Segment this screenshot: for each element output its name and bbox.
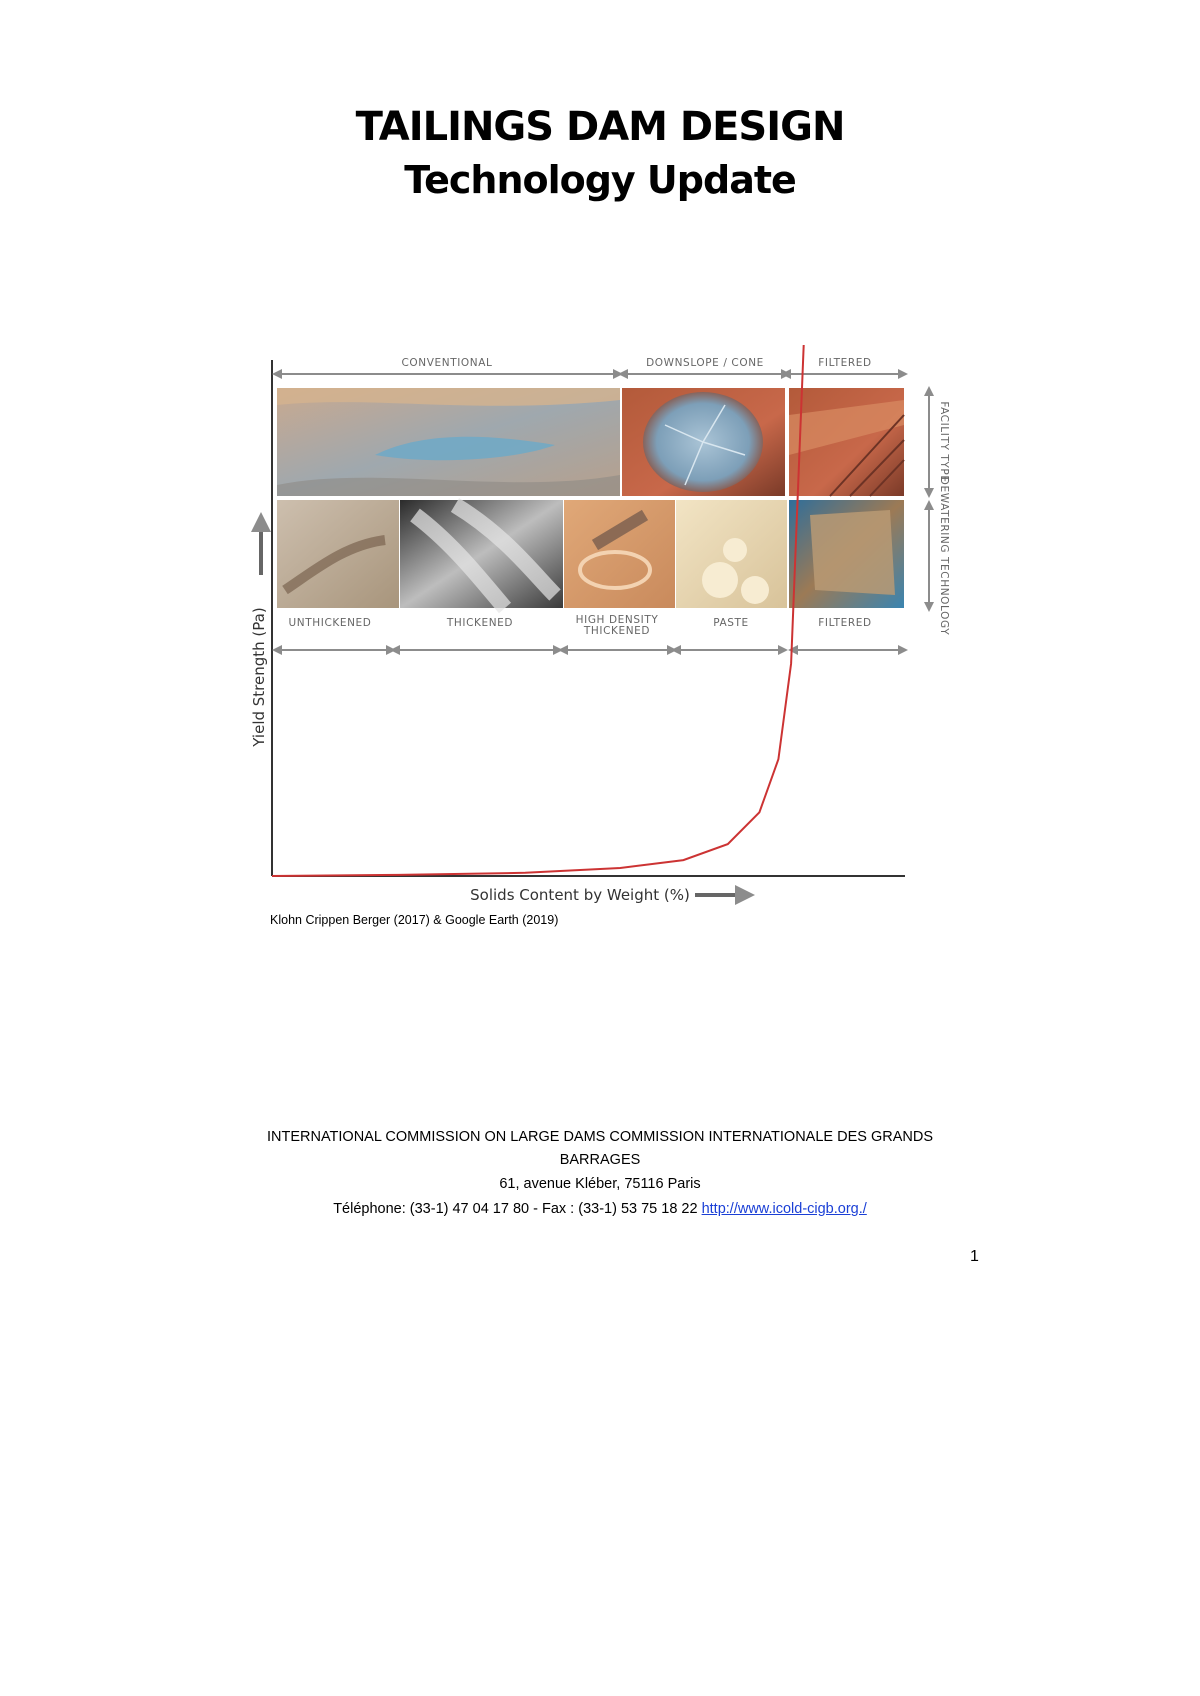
tech-label-filtered: FILTERED bbox=[818, 617, 872, 629]
footer-organization: INTERNATIONAL COMMISSION ON LARGE DAMS COMMISSION INTERNATIONALE DES GRANDS bbox=[266, 1129, 933, 1145]
facility-label-conventional: CONVENTIONAL bbox=[401, 357, 493, 369]
tech-label-thickened: THICKENED bbox=[446, 617, 514, 629]
document-title: TAILINGS DAM DESIGN bbox=[355, 104, 845, 150]
photo-thickened bbox=[400, 500, 563, 608]
x-axis-label: Solids Content by Weight (%) bbox=[470, 886, 690, 904]
photo-conventional bbox=[277, 388, 620, 496]
footer-organization-cont: BARRAGES bbox=[559, 1152, 641, 1168]
figure-caption: Klohn Crippen Berger (2017) & Google Earth (2019) bbox=[270, 913, 559, 927]
website-link[interactable]: http://www.icold-cigb.org./ bbox=[701, 1201, 867, 1217]
photo-unthickened bbox=[277, 500, 399, 608]
footer-contact bbox=[0, 1201, 1200, 1217]
photo-filtered-dewatering bbox=[789, 500, 904, 608]
dewatering-technology-label: DEWATERING TECHNOLOGY bbox=[938, 476, 950, 636]
photo-downslope-cone bbox=[622, 388, 785, 496]
y-axis-label: Yield Strength (Pa) bbox=[250, 607, 268, 747]
tech-label-unthickened: UNTHICKENED bbox=[288, 617, 372, 629]
footer-address: 61, avenue Kléber, 75116 Paris bbox=[499, 1176, 701, 1192]
page-number: 1 bbox=[970, 1248, 979, 1265]
facility-label-downslope: DOWNSLOPE / CONE bbox=[646, 357, 764, 369]
tech-label-high-density-thickened: HIGH DENSITY THICKENED bbox=[575, 614, 659, 637]
facility-type-label: FACILITY TYPE bbox=[938, 401, 950, 483]
footer-phone-fax: Téléphone: (33-1) 47 04 17 80 - Fax : (33-1) 53 75 18 22 bbox=[333, 1201, 702, 1217]
tailings-figure bbox=[250, 345, 955, 905]
tech-label-paste: PASTE bbox=[713, 617, 749, 629]
photo-filtered-facility bbox=[789, 388, 904, 496]
photo-high-density-thickened bbox=[564, 500, 675, 608]
photo-paste bbox=[676, 500, 787, 608]
facility-label-filtered: FILTERED bbox=[818, 357, 872, 369]
document-subtitle: Technology Update bbox=[404, 158, 796, 202]
